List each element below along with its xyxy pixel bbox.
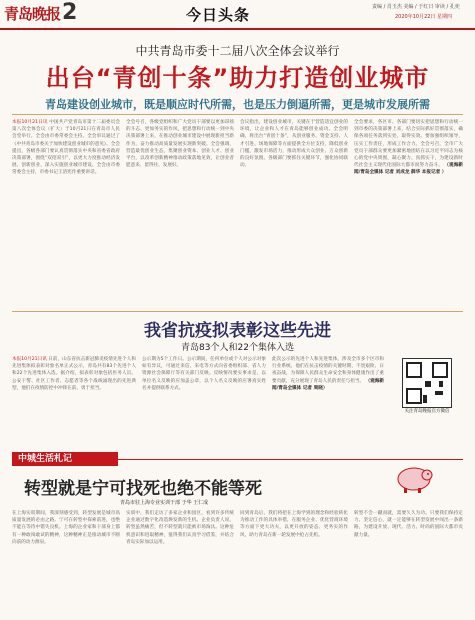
story1-col4-text: 全会要求，各区市、各部门要切实把思想和行动统一到市委的决策部署上来，结合实际抓好贯彻落实，确保各项任务落到实处、取得实效。要加强组织领导，压实工作责任，形成工作合力。全会号召，全市广大党员干部群众要更加紧密地团结在以习近平同志为核心的党中央周围，凝心聚力、真抓实干，为建设新时代社会主义现代化国际大都市而努力奋斗。 [354, 120, 463, 169]
story1-lead: 本报10月21日讯 [12, 120, 48, 125]
story3-headline: 转型就是宁可找死也绝不能等死 [24, 479, 262, 499]
story1-byline: （观海新闻/青岛全媒体 记者 刘成龙 薛华 本报记者 ） [354, 163, 463, 176]
story2-column-3 [272, 356, 384, 442]
story2-column-2 [142, 356, 266, 442]
story2-byline: （观海新闻/青岛全媒体 记者 周晓） [272, 378, 384, 391]
story1-headline: 出台“青创十条”助力打造创业城市 [45, 64, 430, 92]
story1-col1-text: 中国共产党青岛市第十二届委员会第八次全体会议（扩大）于10月21日在青岛市人民会堂举行。全会由市委常委会主持。全会审议通过了《中共青岛市委关于加快建设创业城市的意见》。全会提出，各级各部门要认真贯彻落实中央和省委省政府决策部署，围绕“双招双引”，以更大力度推动经济发展、创新创业，深入实施创业城市建设。全会由市委常委会主持，市委书记王清宪作重要讲话。 [12, 120, 120, 176]
story1-col3-text: 会议指出，建设创业城市，关键在于营造适宜创业的环境，让企业和人才在青岛能够创业成功。全会明确，将出台“青创十条”，从创业服务、资金支持、人才引进、场地保障等方面提供全方位支持，降低创业门槛，激发市场活力，推动形成大众创业、万众创新的良好氛围。各级部门要抓住关键环节，强化协同联动。 [240, 120, 348, 169]
story2-column-1 [12, 356, 136, 442]
story2-subhead: 青岛83个人和22个集体入选 [181, 343, 294, 353]
masthead: 青岛晚报 [4, 5, 61, 23]
story2-col1-text: 日前，山东省抗击新冠肺炎疫情先进个人和先进集体拟表彰对象名单正式公示，青岛共有83个先进个人和22个先进集体入选。据介绍，拟表彰对象包括医务人员、公安干警、社区工作者、志愿者等各个战线涌现出的先进典型，他们在疫情防控中冲锋在前、勇于担当。 [12, 357, 136, 391]
story2-lead: 本报10月21日讯 [12, 357, 47, 362]
story3-col1-text: 在上海实训期间，我深刻感受到，转型发展是城市高质量发展的必由之路。宁可在转型中探索前进，也绝不能在等待中错失良机。上海的企业家和干部身上都有一种敢闯敢试的精神，这种精神正是推动城市不断向前的动力源泉。 [12, 511, 120, 545]
story1-column-4 [354, 119, 463, 309]
section-title: 今日头条 [186, 6, 251, 24]
story3-col3-text: 回到青岛后，我们将把在上海学到的理念和经验转化为推动工作的具体举措，在服务企业、优化营商环境等方面下更大功夫，以更开放的姿态、更务实的作风，助力青岛在新一轮发展中抢占先机。 [240, 511, 348, 538]
page-number: 2 [62, 0, 78, 25]
story1-column-3 [240, 119, 348, 309]
qr-code-icon [402, 358, 452, 408]
divider [12, 311, 463, 312]
story1-col2-text: 全会号召，各级党组织和广大党员干部要以更加昂扬的斗志、更加务实的作风，把思想和行动统一到中央决策部署上来，在推动创业城市建设中展现新担当新作为，奋力推动高质量发展实现新突破。全会强调，营造最优创业生态，集聚创业资本、创业人才、创业平台，以改革创新精神推动政策落地见效，让创业者愿意来、留得住、发展好。 [126, 120, 234, 169]
story3-subhead: 青岛市驻上海专业实训干部 于华 王仁成 [120, 500, 209, 506]
story2-col3-text: 此次公示的先进个人和先进集体，涉及全市多个区市和行业系统。他们在抗击疫情的关键时期，不畏艰险、日夜奋战，为保障人民群众生命安全和身体健康作出了重要贡献，充分展现了青岛人民的责任与担当。 [272, 357, 384, 384]
story3-col4-text: 转型不会一蹴而就，需要久久为功。只要我们保持定力、坚定信心，就一定能够在转型发展中闯出一条新路，为建设开放、现代、活力、时尚的国际大都市贡献力量。 [354, 511, 463, 538]
column-tag: 中城生活札记 [12, 452, 118, 466]
story1-column-1 [12, 119, 120, 309]
story3-col2-text: 实训中，我们走访了多家企业和园区，看到许多传统企业通过数字化改造焕发新的生机。企业负责人说，转型虽然痛苦，但不转型就只能被市场淘汰。这种危机意识和进取精神，值得我们认真学习借鉴，并结合青岛实际加以运用。 [126, 511, 234, 545]
page-header [0, 0, 475, 30]
issue-date: 2020年10月22日 星期四 [395, 14, 453, 20]
story3-column-3 [240, 510, 348, 614]
divider [12, 114, 463, 115]
pig-illustration-icon [390, 455, 438, 495]
story1-column-2 [126, 119, 234, 309]
story3-column-2 [126, 510, 234, 614]
story1-kicker: 中共青岛市委十二届八次全体会议举行 [135, 44, 340, 58]
story3-column-4 [354, 510, 463, 614]
story3-column-1 [12, 510, 120, 614]
qr-caption: 关注青岛晚报官方微信 [404, 409, 450, 414]
story2-headline: 我省抗疫拟表彰这些先进 [144, 321, 331, 341]
story2-col2-text: 公示期为5个工作日。公示期间，任何单位或个人对公示对象如有异议，可通过来信、来电等方式向省委组织部、省人力资源社会保障厅等有关部门反映。反映情况要实事求是，以单位名义反映的应加盖公章，以个人名义反映的应署真实姓名并提供联系方式。 [142, 357, 266, 391]
editors-line: 责编 / 肖玉杰 美编 / 于红日 审读 / 孔奕 [372, 4, 460, 10]
story1-subhead: 青岛建设创业城市，既是顺应时代所需，也是压力倒逼所需，更是城市发展所需 [45, 98, 430, 111]
